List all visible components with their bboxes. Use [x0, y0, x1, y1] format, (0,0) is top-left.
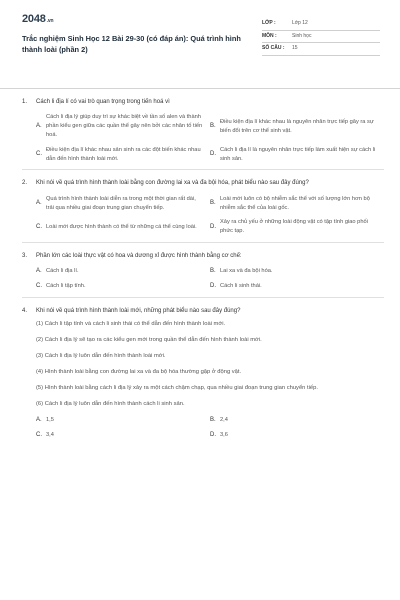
option-text: Điều kiện địa lí khác nhau là nguyên nhân trực tiếp gây ra sự biến đổi trên cơ thể sinh vật.: [220, 118, 374, 134]
option-letter: C.: [36, 151, 42, 158]
option-text: 3,4: [46, 432, 54, 439]
question-number: 3.: [22, 253, 28, 260]
meta-label: MÔN :: [262, 32, 277, 39]
question-divider: [22, 169, 384, 170]
option-text: Cách li địa lí là nguyên nhân trực tiếp làm xuất hiện sự cách li sinh sản.: [220, 146, 376, 162]
option-text: Cách li địa lí.: [46, 268, 79, 275]
meta-label: LỚP :: [262, 20, 276, 27]
option-letter: A.: [36, 200, 42, 207]
option-row: [36, 146, 384, 164]
option-letter: B.: [210, 417, 216, 424]
question-3: [22, 252, 384, 298]
statement-3: (3) Cách li địa lý luôn dẫn đến hình thành loài mới.: [36, 353, 166, 360]
page-title: Trắc nghiệm Sinh Học 12 Bài 29-30 (có đáp án): Quá trình hình thành loài (phần 2): [22, 33, 241, 54]
option-letter: A.: [36, 268, 42, 275]
header-left: [22, 10, 247, 74]
question-text: Khi nói về quá trình hình thành loài bằng con đường lai xa và đa bội hóa, phát biểu nào sau đây đúng?: [36, 180, 309, 187]
statement-2: (2) Cách li địa lý sẽ tạo ra các kiểu gen mới trong quần thể dẫn đến hình thành loài mới.: [36, 337, 262, 344]
option-c[interactable]: [36, 218, 210, 236]
option-c[interactable]: [36, 282, 210, 291]
meta-row-class: [262, 18, 380, 31]
option-text: 2,4: [220, 417, 228, 424]
option-text: 1,5: [46, 417, 54, 424]
logo-suffix: .vn: [46, 18, 54, 24]
question-text: Cách li địa lí có vai trò quan trọng trong tiến hoá vì: [36, 99, 170, 105]
question-divider: [22, 297, 384, 298]
option-a[interactable]: [36, 113, 210, 139]
option-row: [36, 195, 384, 213]
option-d[interactable]: [210, 282, 384, 291]
statement-6: (6) Cách li địa lý luôn dẫn đến hình thành cách li sinh sản.: [36, 401, 185, 408]
option-c[interactable]: [36, 431, 210, 440]
logo-text: 2048: [22, 13, 46, 25]
option-letter: B.: [210, 200, 216, 207]
option-letter: D.: [210, 223, 216, 230]
question-stem: [22, 252, 384, 261]
meta-label: SỐ CÂU :: [262, 45, 285, 52]
question-text: Khi nói về quá trình hình thành loài mới, những phát biểu nào sau đây đúng?: [36, 308, 241, 314]
option-text: Cách li địa lý giúp duy trì sự khác biệt về tần số alen và thành phần kiểu gen giữa các quần thể gây nên bởi các nhân tố tiến hoá.: [46, 114, 203, 138]
option-text: Quá trình hình thành loài diễn ra trong một thời gian rất dài, trải qua nhiều giai đoạn trung gian chuyển tiếp.: [46, 195, 196, 211]
option-a[interactable]: [36, 195, 210, 213]
question-number: 4.: [22, 308, 28, 314]
option-row: [36, 431, 384, 440]
meta-value: Sinh học: [292, 32, 312, 39]
question-2: [22, 179, 384, 243]
meta-row-subject: [262, 31, 380, 44]
options: [36, 195, 384, 236]
header: [22, 10, 384, 74]
option-row: [36, 267, 384, 276]
option-letter: A.: [36, 123, 42, 130]
option-text: Cách li sinh thái.: [220, 283, 262, 290]
option-a[interactable]: [36, 416, 210, 425]
statement-1: (1) Cách li tập tính và cách li sinh thái có thể dẫn đến hình thành loài mới.: [36, 321, 226, 328]
question-stem: [22, 307, 384, 316]
option-text: Loài mới luôn có bộ nhiễm sắc thể với số lượng lớn hơn bộ nhiễm sắc thể của loài gốc.: [220, 195, 370, 211]
option-letter: D.: [210, 151, 216, 158]
options: [36, 113, 384, 163]
option-row: [36, 218, 384, 236]
option-letter: C.: [36, 432, 42, 439]
question-stem: [22, 179, 384, 188]
option-text: Điều kiện địa lí khác nhau sản sinh ra các đột biến khác nhau dẫn đến hình thành loài mới.: [46, 146, 201, 162]
option-text: Cách li tập tính.: [46, 283, 86, 290]
option-d[interactable]: [210, 218, 384, 236]
option-b[interactable]: [210, 195, 384, 213]
option-text: Xảy ra chủ yếu ở những loài động vật có tập tính giao phối phức tạp.: [220, 219, 368, 235]
option-letter: C.: [36, 223, 42, 230]
option-a[interactable]: [36, 267, 210, 276]
question-1: [22, 98, 384, 170]
statement-4: (4) Hình thành loài bằng con đường lai xa và đa bộ hóa thường gặp ở động vật.: [36, 369, 242, 376]
site-logo[interactable]: [22, 12, 247, 28]
option-b[interactable]: [210, 416, 384, 425]
statement-5: (5) Hình thành loài bằng cách li địa lý xảy ra một cách chậm chạp, qua nhiều giai đoạn trung gian chuyển tiếp.: [36, 385, 318, 392]
option-letter: A.: [36, 417, 42, 424]
header-divider: [0, 88, 400, 89]
option-letter: B.: [210, 123, 216, 130]
option-d[interactable]: [210, 431, 384, 440]
meta-value: Lớp 12: [292, 20, 308, 27]
option-c[interactable]: [36, 146, 210, 164]
option-text: Loài mới được hình thành có thể từ những cá thể cùng loài.: [46, 223, 197, 230]
option-text: 3,6: [220, 432, 228, 439]
option-row: [36, 416, 384, 425]
option-letter: D.: [210, 283, 216, 290]
option-row: [36, 282, 384, 291]
meta-value: 15: [292, 45, 298, 52]
question-text: Phần lớn các loài thực vật có hoa và dương xỉ được hình thành bằng cơ chế:: [36, 253, 242, 260]
meta-table: [262, 18, 380, 74]
option-b[interactable]: [210, 113, 384, 139]
option-letter: B.: [210, 268, 216, 275]
question-number: 1.: [22, 99, 28, 105]
option-d[interactable]: [210, 146, 384, 164]
question-divider: [22, 242, 384, 243]
option-letter: D.: [210, 432, 216, 439]
question-stem: [22, 98, 384, 107]
option-row: [36, 113, 384, 139]
options: [36, 416, 384, 440]
question-number: 2.: [22, 180, 28, 187]
option-text: Lai xa và đa bội hóa.: [220, 268, 273, 275]
option-letter: C.: [36, 283, 42, 290]
option-b[interactable]: [210, 267, 384, 276]
options: [36, 267, 384, 291]
question-4: [22, 307, 384, 440]
meta-row-count: [262, 43, 380, 56]
